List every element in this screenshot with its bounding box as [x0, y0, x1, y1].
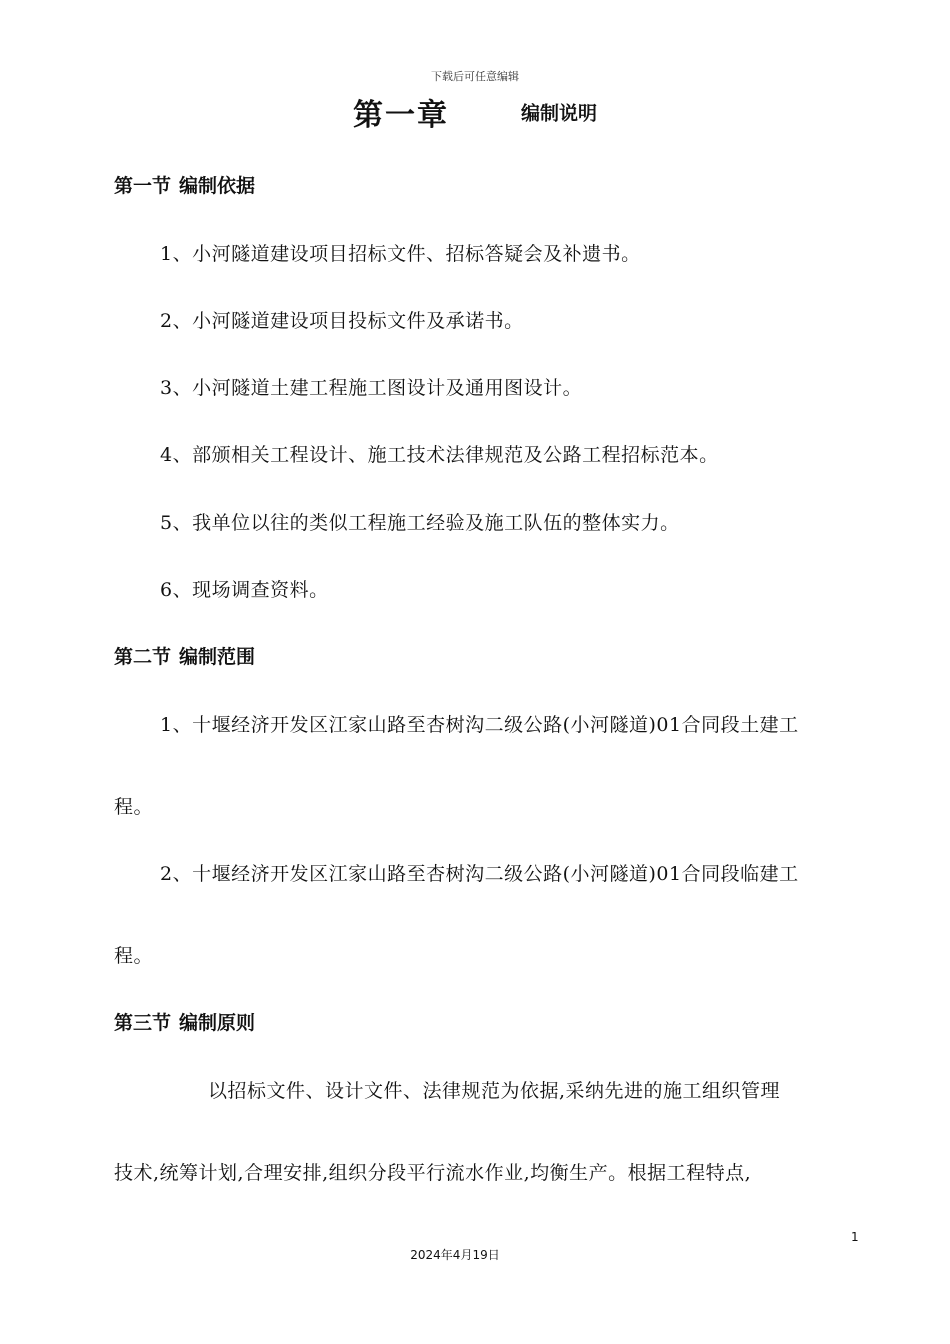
list-item: 2、小河隧道建设项目投标文件及承诺书。 [160, 310, 524, 332]
list-item: 1、十堰经济开发区江家山路至杏树沟二级公路(小河隧道)01合同段土建工 [160, 714, 799, 736]
section-title: 编制依据 [179, 175, 256, 197]
section-heading-3 [114, 1008, 255, 1035]
section-title: 编制原则 [179, 1012, 256, 1034]
list-item: 4、部颁相关工程设计、施工技术法律规范及公路工程招标范本。 [160, 444, 719, 466]
list-item: 3、小河隧道土建工程施工图设计及通用图设计。 [160, 377, 583, 399]
list-item: 6、现场调查资料。 [160, 579, 329, 601]
header-note: 下载后可任意编辑 [431, 70, 519, 83]
section-label: 第三节 [114, 1012, 172, 1034]
section-label: 第二节 [114, 646, 172, 668]
section-title: 编制范围 [179, 646, 256, 668]
page-number: 1 [851, 1230, 859, 1244]
body-paragraph-line: 以招标文件、设计文件、法律规范为依据,采纳先进的施工组织管理 [208, 1080, 781, 1102]
chapter-title [0, 90, 950, 134]
section-heading-2 [114, 642, 255, 669]
list-item-continuation: 程。 [114, 796, 154, 818]
list-item-continuation: 程。 [114, 945, 154, 967]
list-item: 2、十堰经济开发区江家山路至杏树沟二级公路(小河隧道)01合同段临建工 [160, 863, 799, 885]
list-item: 5、我单位以往的类似工程施工经验及施工队伍的整体实力。 [160, 512, 680, 534]
list-item: 1、小河隧道建设项目招标文件、招标答疑会及补遗书。 [160, 243, 641, 265]
section-label: 第一节 [114, 175, 172, 197]
chapter-name: 编制说明 [520, 102, 597, 125]
footer-date: 2024年4月19日 [410, 1248, 500, 1262]
section-heading-1 [114, 171, 255, 198]
body-paragraph-line: 技术,统筹计划,合理安排,组织分段平行流水作业,均衡生产。根据工程特点, [114, 1162, 752, 1184]
chapter-number: 第一章 [352, 98, 449, 133]
